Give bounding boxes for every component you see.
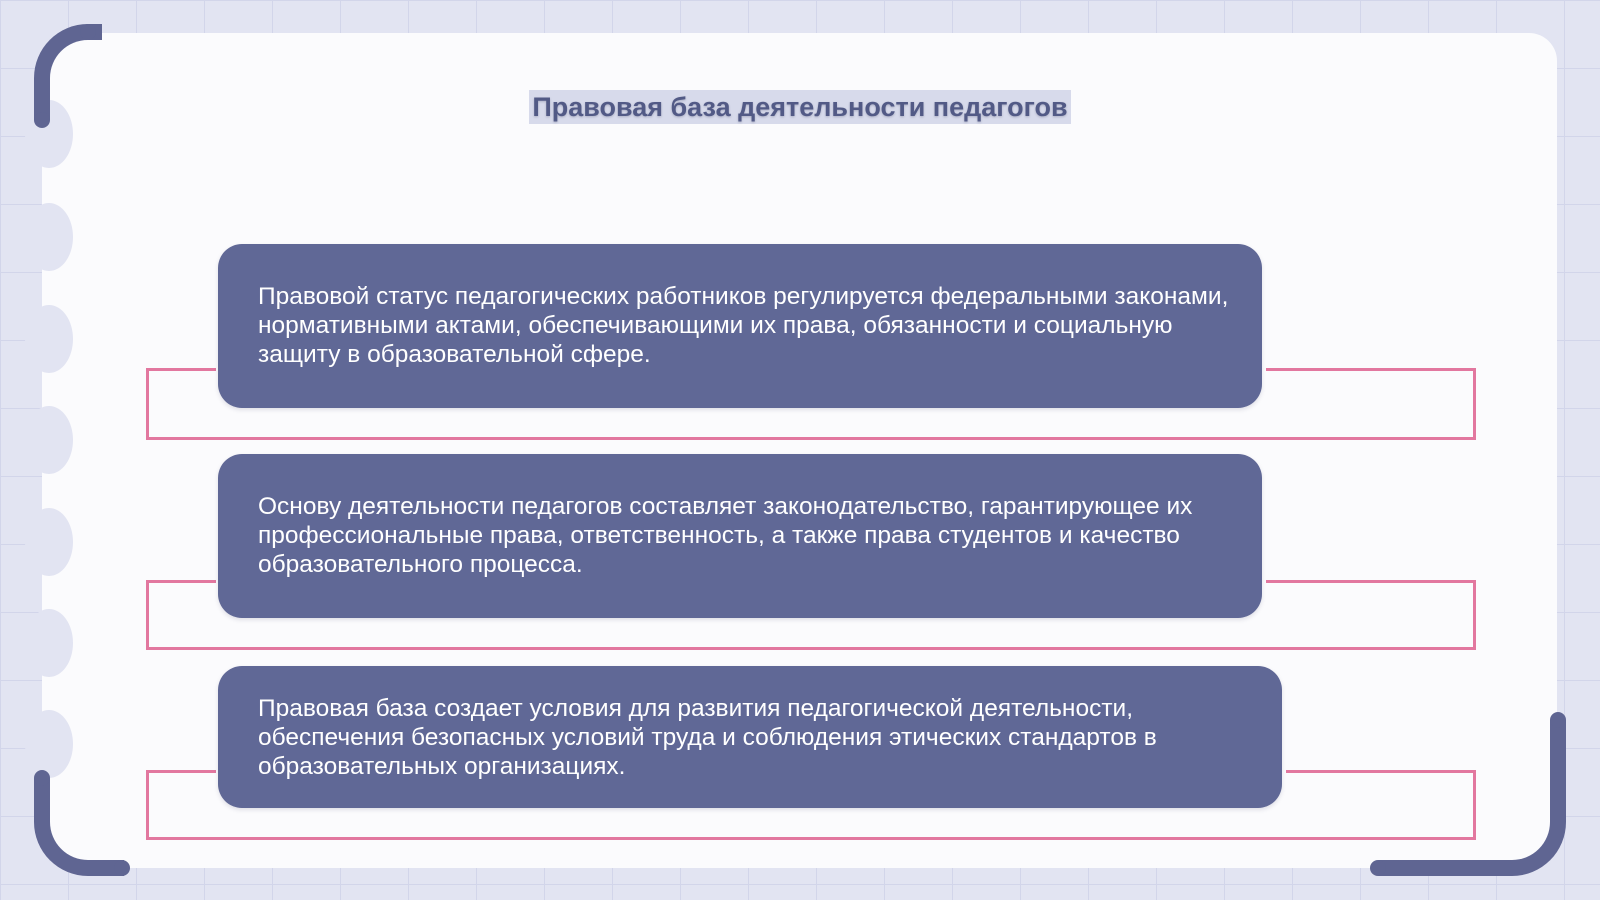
info-card bbox=[218, 454, 1262, 618]
frame-corner-cap bbox=[114, 860, 130, 876]
accent-bracket-tick bbox=[146, 770, 216, 773]
info-card-text: Правовой статус педагогических работников регулируется федеральными законами, нормативными актами, обеспечивающими их права, обязанности и социальную защиту в образовательной сфере. bbox=[258, 283, 1229, 368]
paper-edge-scallop bbox=[25, 710, 73, 778]
frame-corner-bottom-left bbox=[34, 778, 124, 876]
accent-bracket-tick bbox=[146, 368, 216, 371]
accent-bracket-tick bbox=[1266, 580, 1476, 583]
frame-corner-cap bbox=[34, 770, 50, 786]
paper-edge-scallop bbox=[25, 406, 73, 474]
info-card-text: Основу деятельности педагогов составляет законодательство, гарантирующее их профессиональные права, ответственность, а также права студентов и качество образовательного процесса. bbox=[258, 493, 1193, 578]
frame-corner-cap bbox=[1550, 712, 1566, 728]
frame-corner-cap bbox=[1370, 860, 1386, 876]
paper-edge-scallop bbox=[25, 609, 73, 677]
paper-edge-scallop bbox=[25, 203, 73, 271]
accent-bracket-tick bbox=[1286, 770, 1476, 773]
frame-corner-cap bbox=[80, 24, 96, 40]
slide-title-text: Правовая база деятельности педагогов bbox=[529, 90, 1070, 124]
info-card bbox=[218, 244, 1262, 408]
info-card-text: Правовая база создает условия для развития педагогической деятельности, обеспечения безопасных условий труда и соблюдения этических стандартов в образовательных организациях. bbox=[258, 695, 1157, 780]
accent-bracket-tick bbox=[146, 580, 216, 583]
paper-edge-scallop bbox=[25, 305, 73, 373]
slide-title bbox=[0, 92, 1600, 123]
paper-edge-scallop bbox=[25, 508, 73, 576]
accent-bracket-tick bbox=[1266, 368, 1476, 371]
info-card bbox=[218, 666, 1282, 808]
